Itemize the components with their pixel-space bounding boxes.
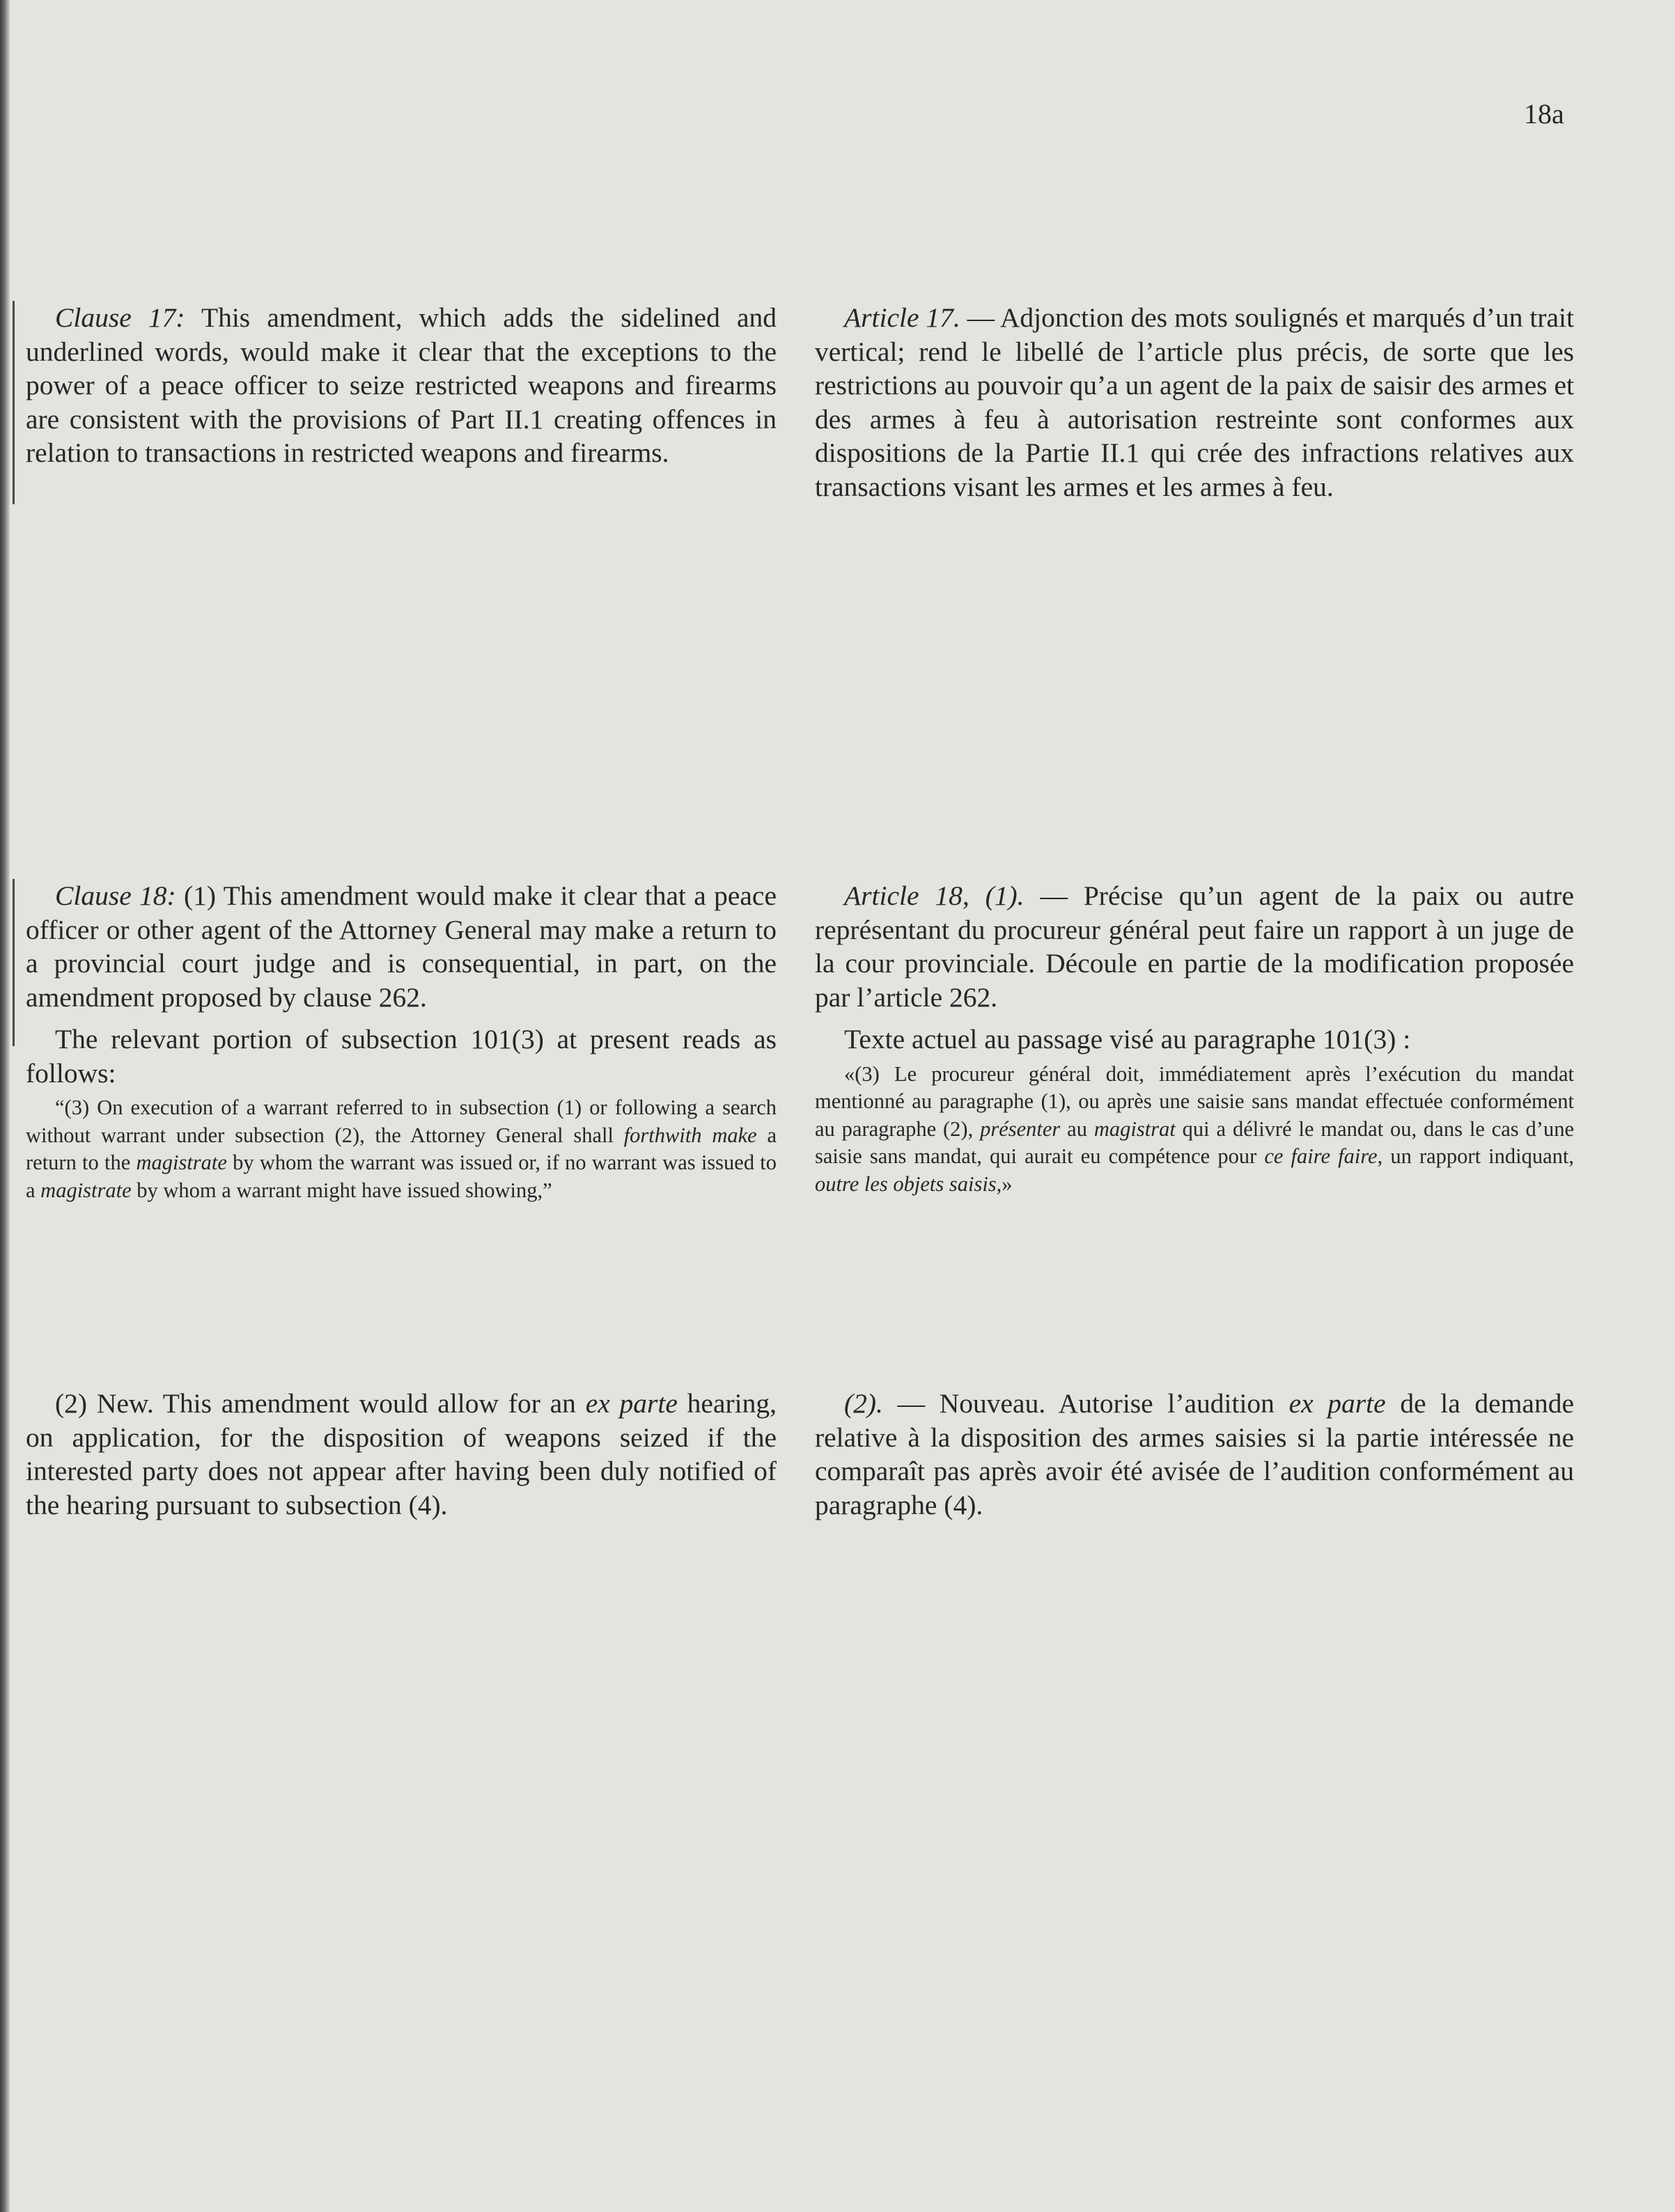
article-18-text: — Précise qu’un agent de la paix ou autre représentant du procureur général peut faire un rapport à un juge de la cour provinciale. Découle en partie de la modification proposée par l’article 262.: [815, 880, 1574, 1013]
article-18-part-2-label: (2).: [844, 1388, 883, 1419]
article-18-paragraph: [815, 879, 1574, 1014]
article-18-note: [815, 879, 1574, 1198]
clause-18-note: [26, 879, 777, 1204]
clause-17-paragraph: [26, 301, 777, 470]
article-18-quote: «(3) Le procureur général doit, immédiatement après l’exécution du mandat mentionné au paragraphe (1), ou après une saisie sans mandat effectuée conformément au paragraphe (2), présenter au magistrat qui a délivré le mandat ou, dans le cas d’une saisie sans mandat, qui aurait eu compétence pour ce faire faire, un rapport indiquant, outre les objets saisis,»: [815, 1061, 1575, 1196]
article-18-part-2-paragraph: (2). — Nouveau. Autorise l’audition ex parte de la demande relative à la disposition des armes saisies si la partie intéressée ne comparaît pas après avoir été avisée de l’audition conformément au paragraphe (4).: [815, 1388, 1574, 1520]
clause-17-label: Clause 17:: [55, 302, 185, 333]
article-18-texte-actuel: Texte actuel au passage visé au paragraphe 101(3) :: [844, 1024, 1411, 1054]
clause-18-part-2-paragraph: (2) New. This amendment would allow for an ex parte hearing, on application, for the disposition of weapons seized if the interested party does not appear after having been duly notified of the hearing pursuant to subsection (4).: [26, 1388, 777, 1520]
article-17-label: Article 17.: [844, 302, 960, 333]
clause-18-paragraph: [26, 879, 777, 1014]
clause-18-quote: “(3) On execution of a warrant referred to in subsection (1) or following a search without warrant under subsection (2), the Attorney General shall forthwith make a return to the magistrate by whom the warrant was issued or, if no warrant was issued to a magistrate by whom a warrant might have issued showing,”: [26, 1096, 777, 1202]
page-number: 18a: [1524, 98, 1564, 130]
clause-17-note: [26, 301, 777, 470]
article-17-note: [815, 301, 1574, 504]
article-18-part-2-note: [815, 1387, 1574, 1522]
clause-18-label: Clause 18:: [55, 880, 176, 911]
article-17-paragraph: [815, 301, 1574, 504]
clause-17-text: This amendment, which adds the sidelined and underlined words, would make it clear that the exceptions to the power of a peace officer to seize restricted weapons and firearms are consistent with the provisions of Part II.1 creating offences in relation to transactions in restricted weapons and firearms.: [26, 302, 777, 468]
sideline-mark: [13, 879, 15, 1046]
clause-18-relevant: The relevant portion of subsection 101(3) at present reads as follows:: [26, 1024, 777, 1089]
clause-18-text: (1) This amendment would make it clear that a peace officer or other agent of the Attorney General may make a return to a provincial court judge and is consequential, in part, on the amendment proposed by clause 262.: [26, 880, 777, 1013]
article-17-text: — Adjonction des mots soulignés et marqués d’un trait vertical; rend le libellé de l’article plus précis, de sorte que les restrictions au pouvoir qu’a un agent de la paix de saisir des armes et des armes à feu à autorisation restreinte sont conformes aux dispositions de la Partie II.1 qui crée des infractions relatives aux transactions visant les armes et les armes à feu.: [815, 302, 1574, 502]
article-18-label: Article 18, (1).: [844, 880, 1025, 911]
page-binding-edge: [0, 0, 10, 2212]
clause-18-part-2-note: [26, 1387, 777, 1522]
sideline-mark: [13, 301, 15, 504]
